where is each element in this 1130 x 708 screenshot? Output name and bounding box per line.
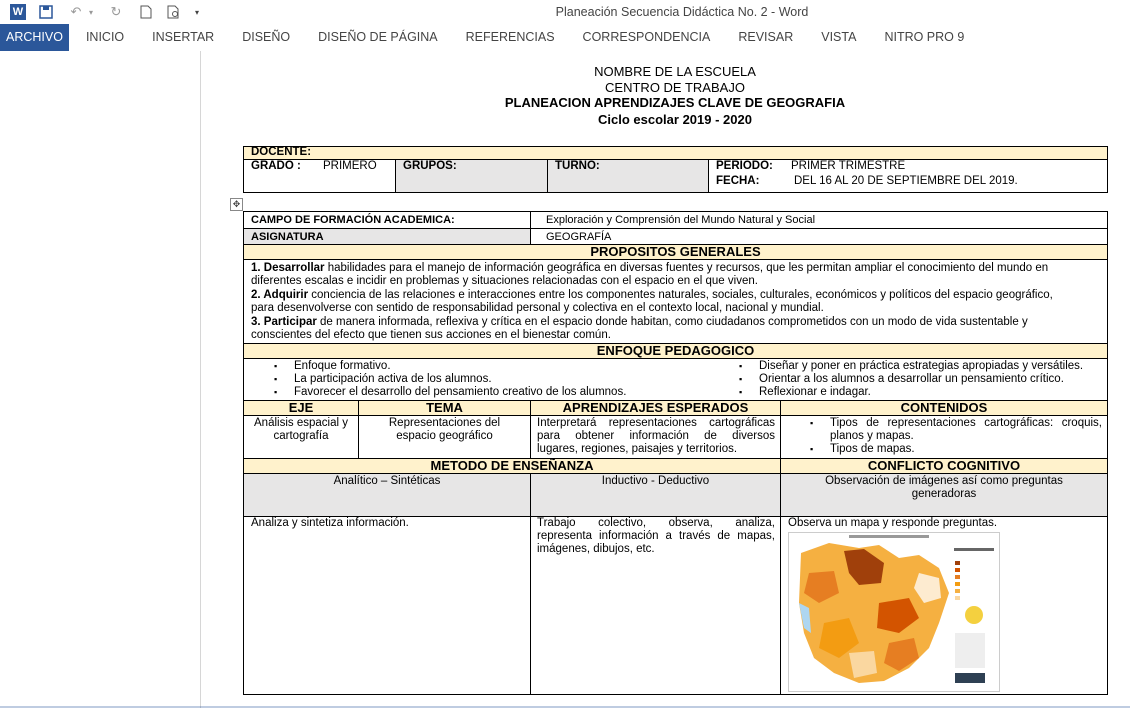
aprendizaje-line: lugares, regiones, paisajes y territorios. [537,443,738,455]
periodo-value: PRIMER TRIMESTRE [791,160,906,172]
actividad-2-line: Trabajo colectivo, observa, analiza, [537,517,775,529]
aprendizaje-line: Interpretará representaciones cartográficas [537,417,775,429]
propositos-heading: PROPOSITOS GENERALES [243,244,1108,260]
actividad-2-line: representa información a través de mapas, [537,530,775,542]
enfoque-heading: ENFOQUE PEDAGOGICO [243,343,1108,359]
tab-referencias[interactable]: REFERENCIAS [465,30,555,44]
table-move-handle-icon[interactable]: ✥ [230,198,243,211]
map-image[interactable] [788,532,1000,692]
fecha-value: DEL 16 AL 20 DE SEPTIEMBRE DEL 2019. [794,175,1018,187]
actividad-1: Analiza y sintetiza información. [251,517,409,529]
conflicto-1: Observación de imágenes así como preguntas generadoras [825,475,1063,500]
work-center: CENTRO DE TRABAJO [605,80,745,95]
map-graphic [789,533,1000,692]
enfoque-left-item: ▪ Favorecer el desarrollo del pensamiento creativo de los alumnos. [294,386,626,399]
metodo-2: Inductivo - Deductivo [601,475,710,487]
customize-toolbar-icon[interactable]: ▾ [194,7,199,17]
metodo-1: Analítico – Sintéticas [333,475,441,487]
tab-revisar[interactable]: REVISAR [738,30,794,44]
grado-label: GRADO : [251,160,301,172]
actividad-2-line: imágenes, dibujos, etc. [537,543,655,555]
turno-label: TURNO: [555,160,600,172]
asignatura-value-cell [530,228,1108,245]
tab-diseno-de-pagina[interactable]: DISEÑO DE PÁGINA [318,30,438,44]
undo-dropdown-icon[interactable]: ▾ [88,7,93,17]
redo-icon[interactable]: ↻ [110,4,122,19]
contenidos-header: CONTENIDOS [780,400,1108,416]
actividad-1-cell [243,516,531,695]
periodo-label: PERIODO: [716,160,773,172]
asignatura-label: ASIGNATURA [251,231,324,243]
campo-value: Exploración y Comprensión del Mundo Natural y Social [546,214,816,226]
eje-value: Análisis espacial y cartografía [254,417,348,442]
tab-diseno[interactable]: DISEÑO [242,30,291,44]
ribbon-tabs [0,24,1130,51]
asignatura-value: GEOGRAFÍA [546,231,612,243]
tab-nitro-pro[interactable]: NITRO PRO 9 [884,30,965,44]
proposito-2: 2. Adquirir conciencia de las relaciones e interacciones entre los componentes naturales, sociales, culturales, económicos y políticos del espacio geográfico, para desenvolverse con sentido de responsabilidad personal y colectiva en el contexto local, nacional y mundial. [251,289,1053,314]
tab-correspondencia[interactable]: CORRESPONDENCIA [582,30,711,44]
docente-row [243,146,1108,160]
contenido-item: ▪ Tipos de mapas. [830,443,915,456]
grupos-label: GRUPOS: [403,160,457,172]
school-year: Ciclo escolar 2019 - 2020 [598,112,752,127]
aprendizaje-line: para obtener información de diversos [537,430,775,442]
enfoque-left-item: ▪ La participación activa de los alumnos. [294,373,492,386]
fecha-label: FECHA: [716,175,760,187]
enfoque-left-item: ▪ Enfoque formativo. [294,360,391,373]
tab-inicio[interactable]: INICIO [85,30,125,44]
campo-label: CAMPO DE FORMACIÓN ACADEMICA: [251,214,455,226]
enfoque-right-item: ▪ Reflexionar e indagar. [759,386,871,399]
tema-header: TEMA [358,400,531,416]
docente-label: DOCENTE: [251,146,312,158]
word-app-icon[interactable]: W [10,4,26,20]
tab-vista[interactable]: VISTA [821,30,857,44]
navigation-pane [0,51,201,708]
proposito-1: 1. Desarrollar habilidades para el manejo de información geográfica en diversas fuentes y recursos, que les permitan ampliar el conocimiento del mundo en diferentes escalas e incidir en problemas y situaciones relacionadas con el espacio en el que viven. [251,262,1049,287]
aprendizajes-header: APRENDIZAJES ESPERADOS [530,400,781,416]
plan-title: PLANEACION APRENDIZAJES CLAVE DE GEOGRAFIA [504,95,846,110]
tema-value: Representaciones del espacio geográfico [388,417,501,442]
undo-icon[interactable]: ↶ [70,4,82,19]
tab-archivo[interactable]: ARCHIVO [0,24,69,51]
grado-value: PRIMERO [323,160,377,172]
contenido-item: ▪ Tipos de representaciones cartográficas: croquis, [830,417,1102,430]
window-title: Planeación Secuencia Didáctica No. 2 - Word [555,5,809,19]
eje-header: EJE [243,400,359,416]
school-name: NOMBRE DE LA ESCUELA [594,64,756,79]
metodo-heading: METODO DE ENSEÑANZA [243,458,781,474]
enfoque-right-item: ▪ Diseñar y poner en práctica estrategias apropiadas y versátiles. [759,360,1083,373]
contenido-item-continued: planos y mapas. [830,430,914,442]
actividad-3: Observa un mapa y responde preguntas. [788,517,998,529]
tab-insertar[interactable]: INSERTAR [152,30,215,44]
proposito-3: 3. Participar de manera informada, reflexiva y crítica en el espacio donde habitan, como ciudadanos comprometidos con un modo de vida sustentable y conscientes del efecto que tienen sus acciones en el bienestar común. [251,316,1028,341]
enfoque-right-item: ▪ Orientar a los alumnos a desarrollar un pensamiento crítico. [759,373,1064,386]
title-bar [0,0,1130,24]
conflicto-heading: CONFLICTO COGNITIVO [780,458,1108,474]
